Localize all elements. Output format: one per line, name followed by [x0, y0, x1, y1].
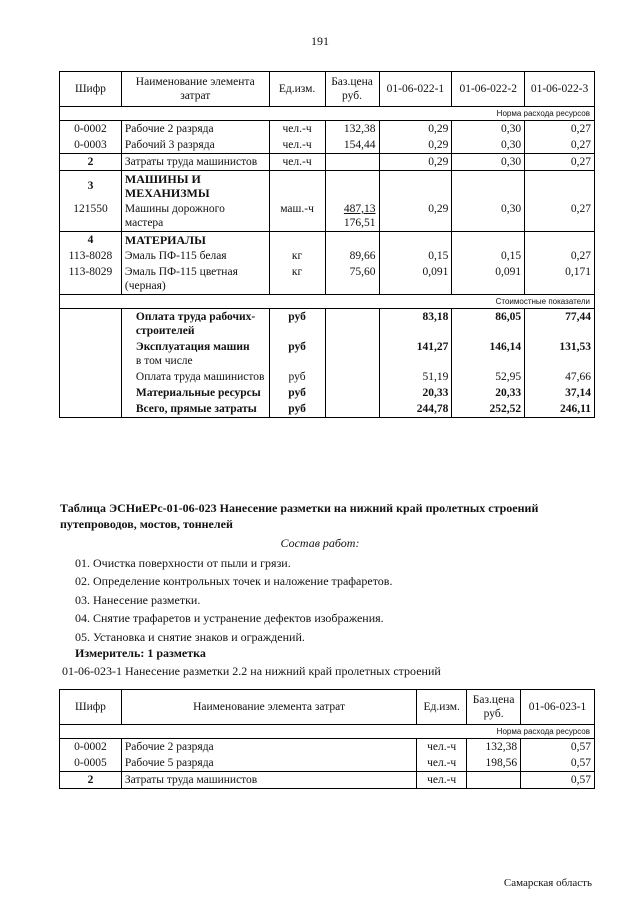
row-unit: маш.-ч: [269, 201, 325, 232]
cost-v1: 51,19: [379, 369, 452, 385]
header-code: Шифр: [60, 72, 122, 107]
row-name: МАШИНЫ И МЕХАНИЗМЫ: [121, 171, 269, 202]
cost-name: Оплата труда машинистов: [121, 369, 269, 385]
norm-label-row: [60, 107, 595, 121]
resource-table-023: [59, 689, 595, 789]
header-price: Баз.цена руб.: [325, 72, 379, 107]
cost-unit: руб: [269, 401, 325, 418]
cost-v2: 146,14: [452, 339, 525, 369]
row-unit: чел.-ч: [417, 772, 467, 789]
row-code: 113-8029: [60, 264, 122, 295]
norm-label: Норма расхода ресурсов: [60, 725, 595, 739]
table-row: [60, 137, 595, 154]
cost-unit: руб: [269, 309, 325, 340]
list-item: 02. Определение контрольных точек и наложение трафаретов.: [75, 574, 393, 589]
resource-table-022: [59, 71, 595, 418]
list-item: 04. Снятие трафаретов и устранение дефектов изображения.: [75, 611, 384, 626]
row-code: 4: [60, 232, 122, 249]
table-row: [60, 772, 595, 789]
row-code: 121550: [60, 201, 122, 232]
footer-region: Самарская область: [503, 877, 592, 889]
cost-name: Всего, прямые затраты: [121, 401, 269, 418]
header-name: Наименование элемента затрат: [121, 72, 269, 107]
cost-v1: 83,18: [379, 309, 452, 340]
row-v3: 0,27: [525, 248, 595, 264]
measure-unit: Измеритель: 1 разметка: [75, 646, 206, 660]
row-code: 2: [60, 154, 122, 171]
cost-v2: 252,52: [452, 401, 525, 418]
cost-v1: 20,33: [379, 385, 452, 401]
price-a: 487,13: [343, 203, 376, 215]
row-v1: 0,091: [379, 264, 452, 295]
row-v1: 0,29: [379, 154, 452, 171]
row-v2: 0,15: [452, 248, 525, 264]
cost-v3: 37,14: [525, 385, 595, 401]
table-row: [60, 154, 595, 171]
row-code: 0-0005: [60, 755, 122, 772]
row-v1: 0,57: [521, 739, 595, 756]
row-v2: 0,30: [452, 121, 525, 138]
section-title: Таблица ЭСНиЕРс-01-06-023 Нанесение разметки на нижний край пролетных строений путепроводов, мостов, тоннелей: [60, 501, 539, 531]
row-name: Рабочие 2 разряда: [121, 739, 416, 756]
row-price: 132,38: [467, 739, 521, 756]
cost-name: Эксплуатация машин: [135, 341, 250, 353]
cost-row: [60, 339, 595, 369]
row-price: 198,56: [467, 755, 521, 772]
row-name: Затраты труда машинистов: [121, 154, 269, 171]
works-list: [75, 554, 392, 646]
cost-v3: 47,66: [525, 369, 595, 385]
row-name: Рабочие 5 разряда: [121, 755, 416, 772]
row-code: 113-8028: [60, 248, 122, 264]
header-price: Баз.цена руб.: [467, 690, 521, 725]
row-v3: 0,27: [525, 201, 595, 232]
cost-name-cell: [121, 339, 269, 369]
row-unit: чел.-ч: [269, 137, 325, 154]
cost-row: [60, 385, 595, 401]
table-row: [60, 264, 595, 295]
header-col-1: 01-06-023-1: [521, 690, 595, 725]
row-price: 132,38: [325, 121, 379, 138]
price-b: 176,51: [343, 217, 376, 229]
cost-v1: 141,27: [379, 339, 452, 369]
cost-v2: 20,33: [452, 385, 525, 401]
row-name: Рабочие 2 разряда: [121, 121, 269, 138]
row-name: Машины дорожного мастера: [121, 201, 269, 232]
row-v1: 0,15: [379, 248, 452, 264]
position-title: 01-06-023-1 Нанесение разметки 2.2 на нижний край пролетных строений: [62, 664, 441, 678]
row-v1: 0,57: [521, 772, 595, 789]
row-name: Эмаль ПФ-115 белая: [121, 248, 269, 264]
cost-v1: 244,78: [379, 401, 452, 418]
header-code: Шифр: [60, 690, 122, 725]
cost-v3: 77,44: [525, 309, 595, 340]
page-number: 191: [311, 34, 329, 48]
row-price: [325, 154, 379, 171]
cost-v2: 52,95: [452, 369, 525, 385]
table-row: [60, 248, 595, 264]
cost-label: Стоимостные показатели: [60, 295, 595, 309]
list-item: 05. Установка и снятие знаков и ограждений.: [75, 629, 305, 644]
cost-v2: 86,05: [452, 309, 525, 340]
row-name: Эмаль ПФ-115 цветная (черная): [121, 264, 269, 295]
row-unit: чел.-ч: [269, 154, 325, 171]
row-unit: кг: [269, 264, 325, 295]
row-unit: чел.-ч: [269, 121, 325, 138]
composition-label: Состав работ:: [280, 536, 360, 550]
table-row: [60, 739, 595, 756]
table-header: [60, 690, 595, 725]
cost-row: [60, 309, 595, 340]
row-v1: 0,29: [379, 137, 452, 154]
table-header: [60, 72, 595, 107]
cost-label-row: [60, 295, 595, 309]
cost-name: Материальные ресурсы: [121, 385, 269, 401]
list-item: 03. Нанесение разметки.: [75, 592, 201, 607]
row-v3: 0,27: [525, 137, 595, 154]
row-unit: кг: [269, 248, 325, 264]
row-price: 154,44: [325, 137, 379, 154]
row-code: 2: [60, 772, 122, 789]
cost-unit: руб: [269, 385, 325, 401]
row-v3: 0,27: [525, 121, 595, 138]
cost-sub: в том числе: [135, 355, 193, 367]
list-item: 01. Очистка поверхности от пыли и грязи.: [75, 556, 291, 570]
cost-row: [60, 401, 595, 418]
table-row: [60, 201, 595, 232]
cost-row: [60, 369, 595, 385]
row-v2: 0,30: [452, 154, 525, 171]
header-unit: Ед.изм.: [269, 72, 325, 107]
row-code: 0-0002: [60, 121, 122, 138]
cost-unit: руб: [269, 339, 325, 369]
row-v1: 0,57: [521, 755, 595, 772]
row-code: 3: [60, 171, 122, 202]
row-v2: 0,091: [452, 264, 525, 295]
row-price: [467, 772, 521, 789]
row-unit: чел.-ч: [417, 739, 467, 756]
row-v3: 0,27: [525, 154, 595, 171]
header-col-2: 01-06-022-2: [452, 72, 525, 107]
table-row: [60, 121, 595, 138]
cost-v3: 246,11: [525, 401, 595, 418]
header-name: Наименование элемента затрат: [121, 690, 416, 725]
norm-label: Норма расхода ресурсов: [60, 107, 595, 121]
header-unit: Ед.изм.: [417, 690, 467, 725]
row-v1: 0,29: [379, 121, 452, 138]
norm-label-row: [60, 725, 595, 739]
row-v2: 0,30: [452, 137, 525, 154]
row-code: 0-0002: [60, 739, 122, 756]
row-name: Затраты труда машинистов: [121, 772, 416, 789]
row-code: 0-0003: [60, 137, 122, 154]
header-col-3: 01-06-022-3: [525, 72, 595, 107]
section-row: [60, 171, 595, 202]
table-row: [60, 755, 595, 772]
row-name: МАТЕРИАЛЫ: [121, 232, 269, 249]
row-unit: чел.-ч: [417, 755, 467, 772]
header-col-1: 01-06-022-1: [379, 72, 452, 107]
cost-unit: руб: [269, 369, 325, 385]
row-v1: 0,29: [379, 201, 452, 232]
row-price: 89,66: [325, 248, 379, 264]
row-v3: 0,171: [525, 264, 595, 295]
section-row: [60, 232, 595, 249]
row-price: 75,60: [325, 264, 379, 295]
row-v2: 0,30: [452, 201, 525, 232]
row-price: [325, 201, 379, 232]
cost-v3: 131,53: [525, 339, 595, 369]
row-name: Рабочий 3 разряда: [121, 137, 269, 154]
cost-name: Оплата труда рабочих-строителей: [121, 309, 269, 340]
